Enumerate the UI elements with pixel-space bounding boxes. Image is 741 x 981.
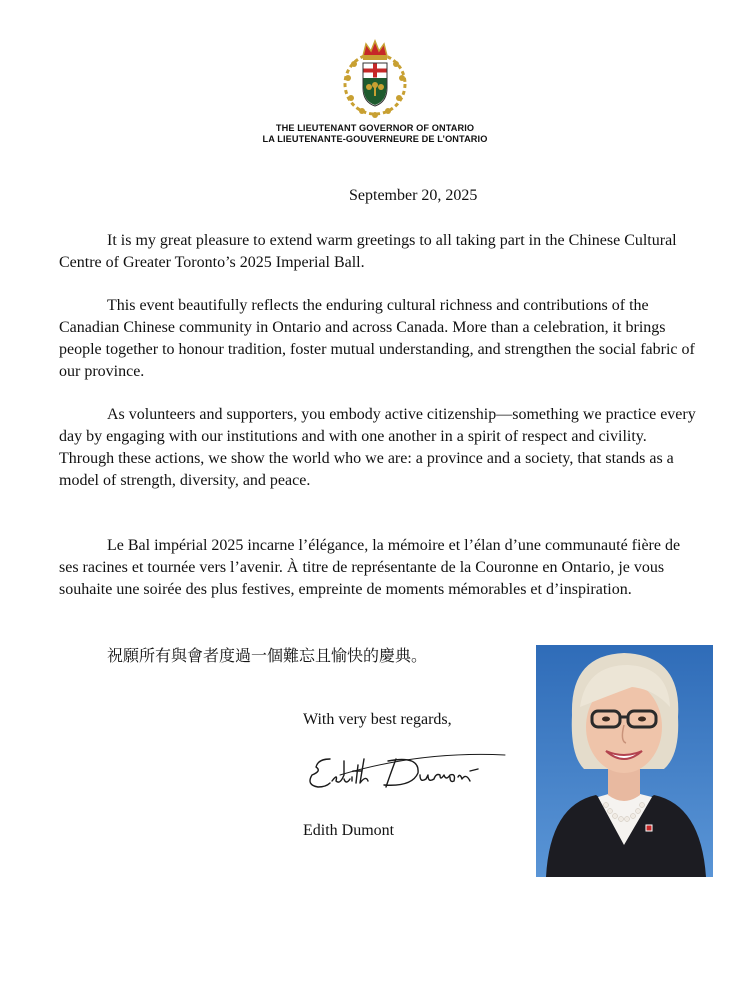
closing-line: With very best regards, [303, 711, 452, 728]
paragraph-chinese: 祝願所有與會者度過一個難忘且愉快的慶典。 [107, 646, 428, 665]
office-title [220, 123, 530, 145]
paragraph-volunteers: As volunteers and supporters, you embody active citizenship—something we practice every day by engaging with our institutions and with one another in a spirit of respect and civility. Through these actions, we show the world who we are: a province and a society, that stands as a model of strength, diversity, and peace. [59, 406, 696, 489]
handwritten-signature [300, 745, 515, 800]
ontario-crest-icon [338, 38, 412, 120]
office-title-english: THE LIEUTENANT GOVERNOR OF ONTARIO [275, 123, 475, 133]
portrait-photo [536, 645, 713, 877]
signer-name: Edith Dumont [303, 822, 395, 839]
letter-date: September 20, 2025 [349, 187, 478, 204]
paragraph-french: Le Bal impérial 2025 incarne l’élégance, la mémoire et l’élan d’une communauté fière de ses racines et tournée vers l’avenir. À titre de représentante de la Couronne en Ontario, je vous souhaite une soirée des plus festives, empreinte de moments mémorables et d’inspiration. [59, 537, 681, 598]
paragraph-greeting: It is my great pleasure to extend warm greetings to all taking part in the Chinese Cultural Centre of Greater Toronto’s 2025 Imperial Ball. [59, 232, 677, 271]
paragraph-event: This event beautifully reflects the enduring cultural richness and contributions of the Canadian Chinese community in Ontario and across Canada. More than a celebration, it brings people together to honour tradition, foster mutual understanding, and strengthen the social fabric of our province. [59, 297, 695, 380]
office-title-french: LA LIEUTENANTE-GOUVERNEURE DE L’ONTARIO [262, 134, 488, 144]
